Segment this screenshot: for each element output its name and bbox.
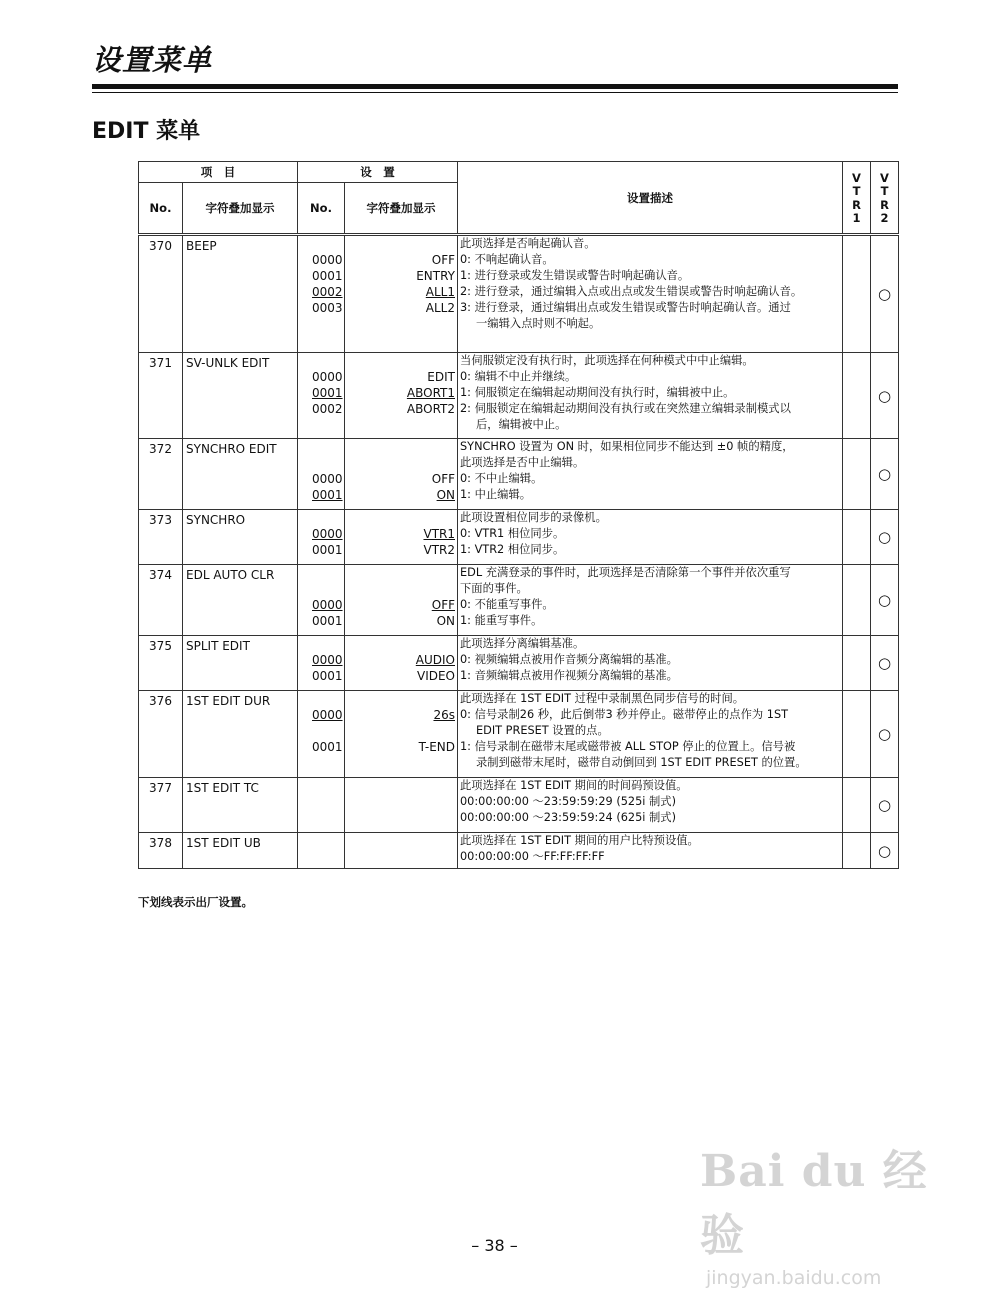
description-line: 3: 进行登录，通过编辑出点或发生错误或警告时响起确认音。通过 [460,301,791,314]
setting-values [345,778,458,833]
item-number: 377 [139,778,183,833]
table-row [139,235,899,353]
setting-numbers [298,833,345,869]
description-line: 00:00:00:00 ～FF:FF:FF:FF [460,850,605,863]
description-line: 2: 进行登录，通过编辑入点或出点或发生错误或警告时响起确认音。 [460,285,803,298]
vtr2-circle-icon: ○ [871,565,899,636]
item-number: 370 [139,235,183,353]
description-line: 此项选择分离编辑基准。 [460,637,585,650]
description-line: 00:00:00:00 ～23:59:59:29 (525i 制式) [460,795,677,808]
item-label: SPLIT EDIT [183,636,298,691]
description-line: 0: 编辑不中止并继续。 [460,370,577,383]
vtr1-mark [843,691,871,778]
setting-value [345,565,455,581]
setting-no: 0000 [312,472,343,486]
item-label: SV-UNLK EDIT [183,353,298,439]
setting-description [458,235,843,353]
table-row [139,439,899,510]
description-line: 1: 伺服锁定在编辑起动期间没有执行时，编辑被中止。 [460,386,735,399]
setting-value [345,755,455,771]
table-row [139,636,899,691]
item-label: 1ST EDIT TC [183,778,298,833]
setting-description [458,510,843,565]
description-line: 此项选择是否中止编辑。 [460,456,585,469]
setting-value: ABORT2 [406,402,455,416]
item-label: SYNCHRO EDIT [183,439,298,510]
setting-value: T-END [418,740,455,754]
description-line: 0: 视频编辑点被用作音频分离编辑的基准。 [460,653,678,666]
setting-value [345,723,455,739]
setting-description [458,833,843,869]
setting-no: 0000 [312,253,343,267]
table-row [139,510,899,565]
description-line: 0: 信号录制26 秒，此后倒带3 秒并停止。磁带停止的点作为 1ST [460,708,789,721]
vtr1-mark [843,636,871,691]
setting-value [345,316,455,332]
setting-value: VIDEO [416,669,455,683]
setting-no: 0000 [312,653,343,667]
setting-no: 0000 [312,370,343,384]
header-vtr2: V T R 2 [871,162,899,235]
description-line: 0: VTR1 相位同步。 [460,527,565,540]
table-row [139,691,899,778]
title-rule-thin [92,92,898,93]
header-setting-no: No. [298,183,345,235]
setting-value [345,581,455,597]
setting-no: 0001 [312,386,343,400]
setting-no [312,565,344,581]
item-label: 1ST EDIT UB [183,833,298,869]
setting-no [312,723,344,739]
description-line: 当伺服锁定没有执行时，此项选择在何种模式中中止编辑。 [460,354,754,367]
setting-no: 0001 [312,543,343,557]
header-no: No. [139,183,183,235]
setting-description [458,565,843,636]
page-title: 设置菜单 [92,43,213,77]
item-number: 371 [139,353,183,439]
setting-description [458,439,843,510]
setting-no: 0000 [312,527,343,541]
title-rule-thick [92,84,898,89]
setting-value: EDIT [427,370,455,384]
vtr2-circle-icon: ○ [871,778,899,833]
item-number: 374 [139,565,183,636]
vtr2-circle-icon: ○ [871,833,899,869]
vtr2-circle-icon: ○ [871,691,899,778]
header-vtr1: V T R 1 [843,162,871,235]
setting-numbers [298,691,345,778]
description-line: 后，编辑被中止。 [476,418,567,431]
setting-values [345,235,458,353]
setting-value: ALL1 [425,285,455,299]
setting-numbers [298,353,345,439]
setting-numbers [298,439,345,510]
setting-no [312,636,344,652]
description-line: 0: 不能重写事件。 [460,598,554,611]
vtr1-mark [843,439,871,510]
setting-no: 0003 [312,301,343,315]
item-number: 378 [139,833,183,869]
vtr1-mark [843,510,871,565]
vtr1-mark [843,778,871,833]
watermark [700,1135,950,1289]
setting-description [458,636,843,691]
description-line: 一编辑入点时则不响起。 [476,317,601,330]
setting-no: 0001 [312,269,343,283]
description-line: 0: 不响起确认音。 [460,253,554,266]
setting-no [312,510,344,526]
setting-no [312,353,344,369]
vtr2-circle-icon: ○ [871,235,899,353]
setting-description [458,353,843,439]
vtr2-circle-icon: ○ [871,353,899,439]
setting-value [345,510,455,526]
setting-no: 0001 [312,488,343,502]
setting-value: ALL2 [425,301,455,315]
vtr2-circle-icon: ○ [871,439,899,510]
setting-value: ON [436,614,455,628]
setting-value [345,691,455,707]
description-line: 0: 不中止编辑。 [460,472,543,485]
setting-value: VTR2 [423,543,455,557]
setting-no: 0000 [312,708,343,722]
description-line: EDIT PRESET 设置的点。 [476,724,609,737]
header-description: 设置描述 [458,162,843,235]
setting-no: 0002 [312,402,343,416]
setting-no: 0001 [312,669,343,683]
table-row [139,833,899,869]
setting-values [345,833,458,869]
description-line: SYNCHRO 设置为 ON 时，如果相位同步不能达到 ±0 帧的精度， [460,440,794,453]
description-line: 此项设置相位同步的录像机。 [460,511,607,524]
item-number: 375 [139,636,183,691]
description-line: 1: 能重写事件。 [460,614,543,627]
table-row [139,353,899,439]
setting-numbers [298,778,345,833]
setting-values [345,510,458,565]
setting-no [312,691,344,707]
description-line: 下面的事件。 [460,582,528,595]
table-row [139,565,899,636]
item-label: 1ST EDIT DUR [183,691,298,778]
watermark-logo: Bai du 经验 [700,1146,928,1261]
setting-no [312,417,344,433]
item-number: 372 [139,439,183,510]
setting-value: AUDIO [415,653,455,667]
setting-value [345,236,455,252]
description-line: 00:00:00:00 ～23:59:59:24 (625i 制式) [460,811,677,824]
setting-description [458,691,843,778]
setting-no [312,439,344,455]
setting-numbers [298,235,345,353]
item-number: 373 [139,510,183,565]
setting-value [345,636,455,652]
description-line: 1: 信号录制在磁带末尾或磁带被 ALL STOP 停止的位置上。信号被 [460,740,796,753]
setting-no [312,455,344,471]
setting-description [458,778,843,833]
description-line: EDL 充满登录的事件时，此项选择是否清除第一个事件并依次重写 [460,566,791,579]
setting-value: VTR1 [423,527,455,541]
header-overlay: 字符叠加显示 [183,183,298,235]
vtr1-mark [843,353,871,439]
description-line: 1: 中止编辑。 [460,488,532,501]
description-line: 1: VTR2 相位同步。 [460,543,565,556]
setting-no [312,581,344,597]
table-body [139,235,899,869]
header-item-group: 项 目 [139,162,298,183]
vtr2-circle-icon: ○ [871,636,899,691]
setting-values [345,691,458,778]
section-title: EDIT 菜单 [92,119,201,144]
description-line: 1: 音频编辑点被用作视频分离编辑的基准。 [460,669,678,682]
item-number: 376 [139,691,183,778]
setting-value: 26s [433,708,455,722]
setting-numbers [298,636,345,691]
vtr1-mark [843,235,871,353]
setting-value: ABORT1 [406,386,455,400]
vtr1-mark [843,565,871,636]
setting-values [345,565,458,636]
item-label: SYNCHRO [183,510,298,565]
setting-no: 0001 [312,614,343,628]
header-setting-overlay: 字符叠加显示 [345,183,458,235]
watermark-url: jingyan.baidu.com [706,1267,882,1289]
table-row [139,778,899,833]
setting-numbers [298,565,345,636]
setting-values [345,353,458,439]
setting-value: OFF [431,598,455,612]
description-line: 2: 伺服锁定在编辑起动期间没有执行或在突然建立编辑录制模式以 [460,402,791,415]
page-number: – 38 – [471,1236,518,1255]
description-line: 此项选择是否响起确认音。 [460,237,596,250]
setting-no: 0000 [312,598,343,612]
setting-no: 0002 [312,285,343,299]
item-label: BEEP [183,235,298,353]
setting-no [312,236,344,252]
setting-value [345,353,455,369]
setting-numbers [298,510,345,565]
setting-values [345,439,458,510]
setting-no [312,316,344,332]
setting-no [312,755,344,771]
setting-value: ON [436,488,455,502]
edit-menu-table [138,161,899,869]
vtr2-circle-icon: ○ [871,510,899,565]
description-line: 录制到磁带末尾时，磁带自动倒回到 1ST EDIT PRESET 的位置。 [476,756,807,769]
description-line: 1: 进行登录或发生错误或警告时响起确认音。 [460,269,690,282]
footnote: 下划线表示出厂设置。 [138,895,253,909]
setting-value [345,439,455,455]
header-setting-group: 设 置 [298,162,458,183]
setting-values [345,636,458,691]
setting-value: OFF [431,253,455,267]
description-line: 此项选择在 1ST EDIT 期间的用户比特预设值。 [460,834,699,847]
description-line: 此项选择在 1ST EDIT 过程中录制黑色同步信号的时间。 [460,692,745,705]
setting-value: ENTRY [416,269,455,283]
vtr1-mark [843,833,871,869]
setting-no: 0001 [312,740,343,754]
description-line: 此项选择在 1ST EDIT 期间的时间码预设值。 [460,779,688,792]
item-label: EDL AUTO CLR [183,565,298,636]
setting-value: OFF [431,472,455,486]
setting-value [345,455,455,471]
setting-value [345,417,455,433]
